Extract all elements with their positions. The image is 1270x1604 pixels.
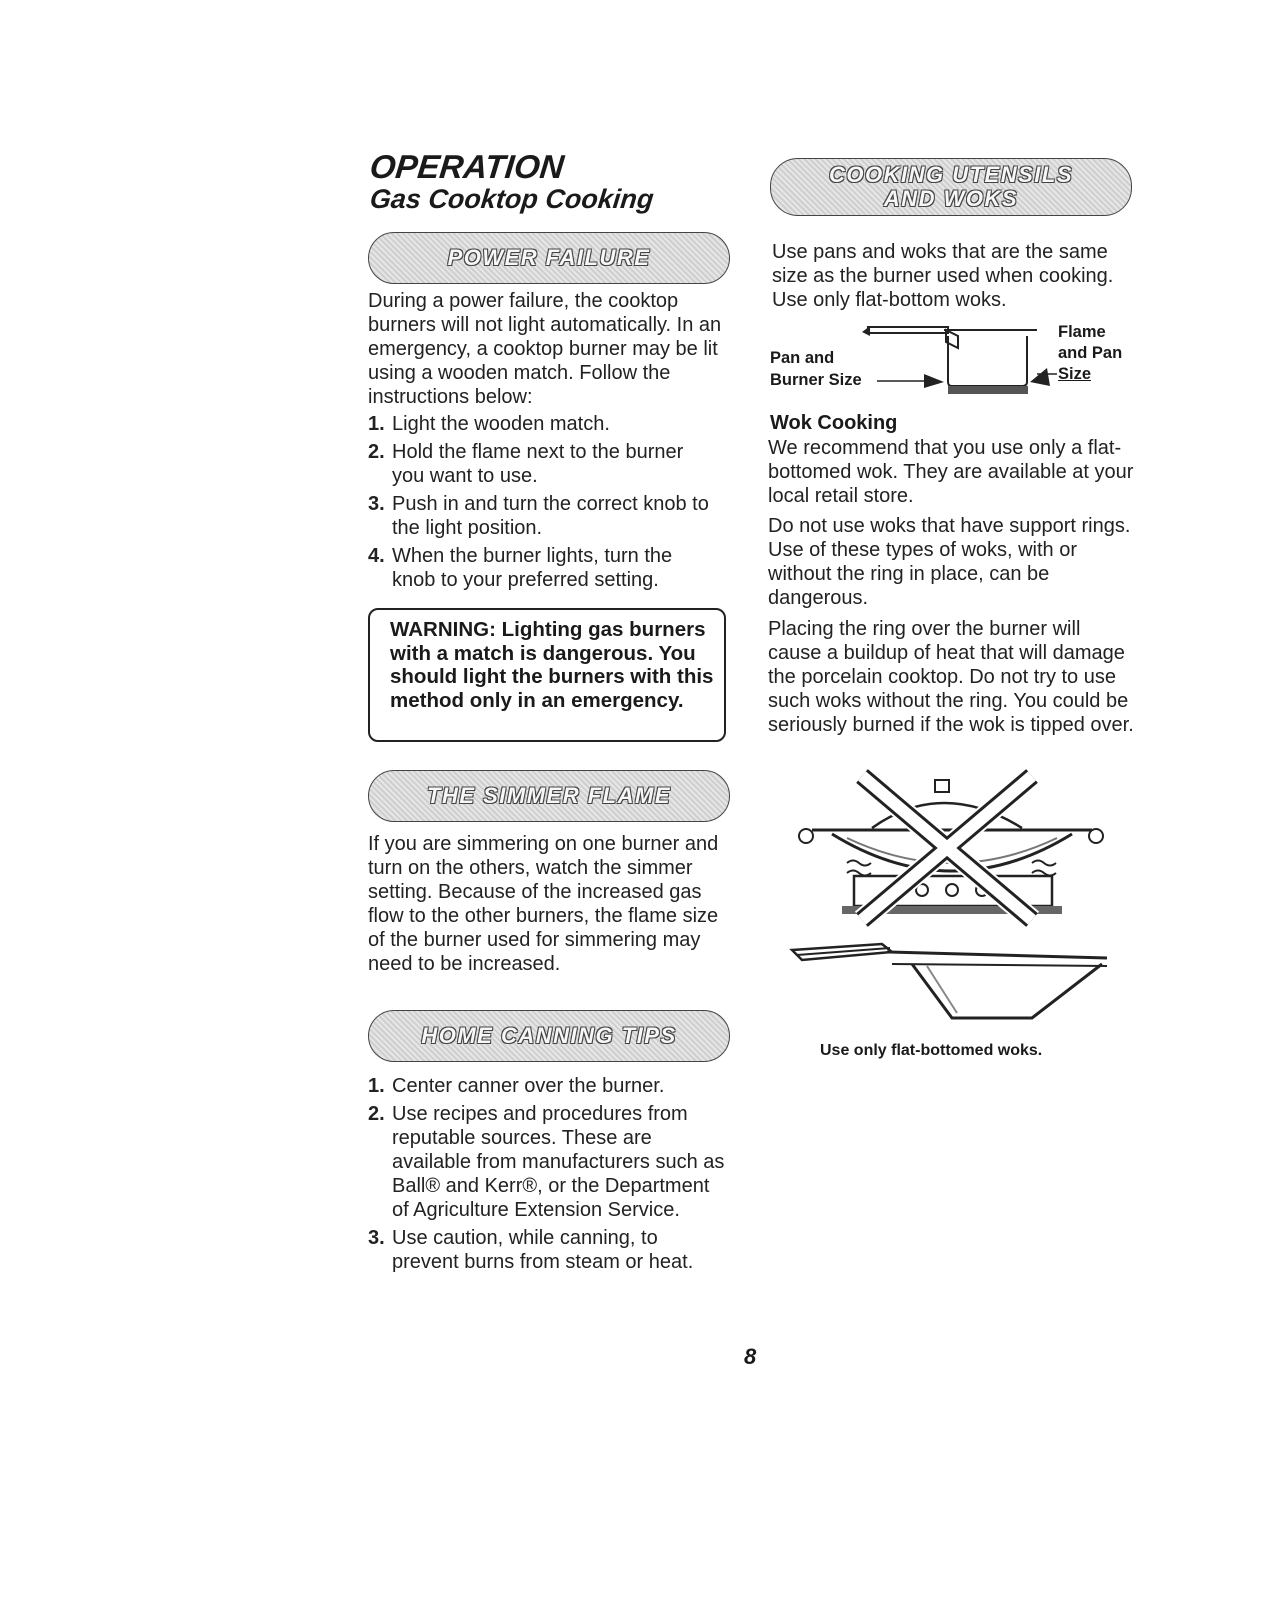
step-number: 1.: [368, 413, 385, 435]
wok-with-ring-prohibited-illustration: [792, 768, 1112, 928]
page-subtitle: Gas Cooktop Cooking: [368, 184, 656, 214]
simmer-flame-banner: [368, 770, 730, 822]
simmer-flame-banner-label: THE SIMMER FLAME: [427, 783, 671, 808]
flame-label-line1: Flame: [1058, 323, 1106, 341]
page-number: 8: [744, 1344, 757, 1369]
home-canning-banner: [368, 1010, 730, 1062]
cooking-utensils-banner: [770, 158, 1132, 216]
wok-paragraph-3: Placing the ring over the burner will cause a buildup of heat that will damage the porcelain cooktop. Do not try to use such woks without the ring. You could be seriously burned if the wok is tipped over.: [768, 618, 1134, 736]
cooking-utensils-banner-line1: COOKING UTENSILS: [828, 162, 1073, 187]
list-item: [368, 1102, 728, 1222]
flat-bottom-wok-illustration: [782, 938, 1112, 1028]
pan-diagram: [862, 322, 1062, 397]
home-canning-banner-label: HOME CANNING TIPS: [421, 1023, 677, 1048]
power-failure-intro: During a power failure, the cooktop burners will not light automatically. In an emergency, a cooktop burner may be lit using a wooden match. Follow the instructions below:: [368, 290, 722, 408]
step-number: 3.: [368, 493, 385, 515]
list-item: [368, 1226, 728, 1274]
step-number: 2.: [368, 441, 385, 463]
simmer-text: If you are simmering on one burner and turn on the others, watch the simmer setting. Because of the increased gas flow to the other burners, the flame size of the burner used for simmering may need to be increased.: [368, 833, 719, 975]
warning-label: WARNING:: [390, 618, 496, 641]
wok-paragraph-1: We recommend that you use only a flat-bottomed wok. They are available at your local retail store.: [768, 437, 1134, 507]
step-text: Use caution, while canning, to prevent burns from steam or heat.: [392, 1227, 694, 1273]
step-text: Push in and turn the correct knob to the light position.: [392, 493, 709, 539]
step-text: Center canner over the burner.: [392, 1075, 665, 1097]
flame-label-line2: and Pan: [1058, 344, 1123, 362]
list-item: [368, 412, 718, 436]
power-failure-banner: [368, 232, 730, 284]
pan-label-line1: Pan and: [770, 349, 835, 367]
wok-caption: Use only flat-bottomed woks.: [820, 1042, 1043, 1059]
step-number: 3.: [368, 1227, 385, 1249]
list-item: [368, 440, 718, 488]
step-text: Light the wooden match.: [392, 413, 610, 435]
power-failure-banner-label: POWER FAILURE: [447, 245, 651, 270]
power-failure-steps: [368, 412, 718, 592]
step-number: 4.: [368, 545, 385, 567]
step-text: When the burner lights, turn the knob to your preferred setting.: [392, 545, 673, 591]
step-text: Use recipes and procedures from reputable sources. These are available from manufacturers such as Ball® and Kerr®, or the Department of Agriculture Extension Service.: [392, 1103, 725, 1221]
list-item: [368, 544, 718, 592]
pan-label-line2: Burner Size: [770, 371, 862, 389]
step-text: Hold the flame next to the burner you want to use.: [392, 441, 684, 487]
step-number: 1.: [368, 1075, 385, 1097]
page-title: OPERATION: [368, 148, 566, 185]
utensils-intro: Use pans and woks that are the same size as the burner used when cooking. Use only flat-bottom woks.: [772, 241, 1114, 311]
wok-paragraph-2: Do not use woks that have support rings. Use of these types of woks, with or without the ring in place, can be dangerous.: [768, 515, 1131, 609]
list-item: [368, 492, 718, 540]
canning-steps: [368, 1074, 728, 1274]
warning-box: [368, 608, 726, 742]
flame-label-line3: Size: [1058, 365, 1092, 383]
cooking-utensils-banner-line2: AND WOKS: [883, 186, 1019, 211]
step-number: 2.: [368, 1103, 385, 1125]
list-item: [368, 1074, 728, 1098]
warning-text: Lighting gas burners with a match is dangerous. You should light the burners with this method only in an emergency.: [390, 618, 714, 712]
wok-cooking-heading: Wok Cooking: [770, 412, 898, 434]
